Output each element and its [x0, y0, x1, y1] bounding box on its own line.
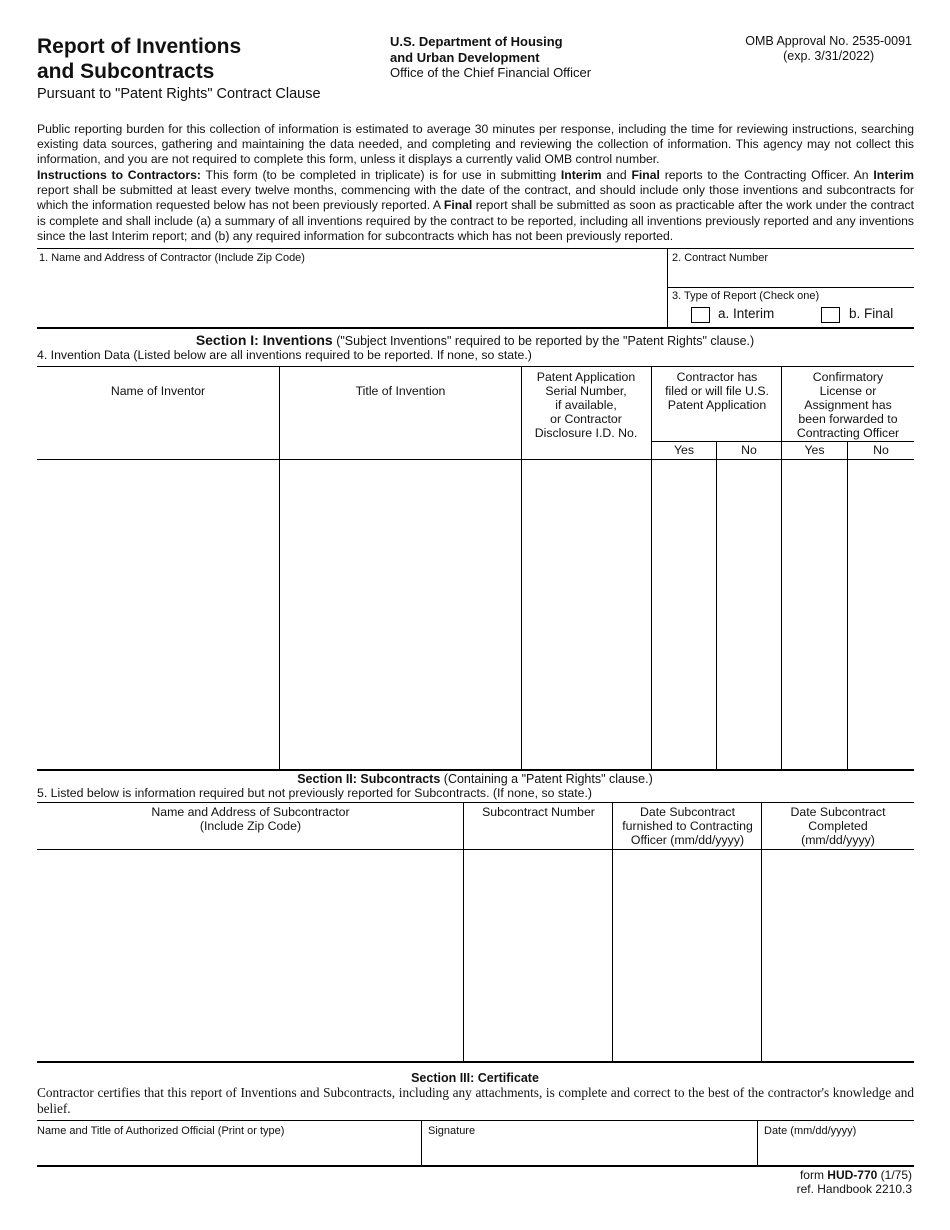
- instructions: [37, 168, 914, 244]
- col-license-line: been forwarded to: [798, 412, 898, 426]
- burden-statement: Public reporting burden for this collection of information is estimated to average 30 minutes per response, including the time for reviewing instructions, searching existing data sources, gathering and maintaining the data needed, and completing and reviewing the collection of information. This agency may not collect this information, and you are not required to complete this form, unless it displays a currently valid OMB control number.: [37, 122, 914, 167]
- col-subcontractor-line: Name and Address of Subcontractor: [151, 805, 350, 819]
- section-2-heading: Section II: Subcontracts: [297, 772, 441, 786]
- instructions-text-4: report shall be submitted as soon as practicable after the work under the contract is complete and shall include (a) a summary of all inventions required by the contract to be reported, including all inventions previously reported and any inventions since the last Interim report; and (b) any required information for subcontracts which has not been previously reported.: [37, 198, 914, 243]
- omb-expiration: (exp. 3/31/2022): [783, 48, 875, 63]
- col-license-line: Contracting Officer: [796, 426, 900, 440]
- instructions-text-1: This form (to be completed in triplicate) is for use in submitting: [200, 168, 561, 182]
- col-completed-line: Date Subcontract: [790, 805, 886, 819]
- col-patent-line: Disclosure I.D. No.: [534, 426, 638, 440]
- handbook-ref: ref. Handbook 2210.3: [796, 1182, 912, 1196]
- instructions-and: and: [601, 168, 632, 182]
- divider: [37, 802, 914, 803]
- divider: [668, 287, 914, 288]
- col-patent-line: Patent Application: [536, 370, 636, 384]
- col-furnished-header: [613, 805, 762, 847]
- col-license-yes: Yes: [804, 443, 825, 457]
- form-prefix: form: [799, 1168, 828, 1182]
- agency-line-3: Office of the Chief Financial Officer: [390, 65, 592, 80]
- col-filed-yes: Yes: [673, 443, 695, 457]
- divider: [37, 248, 914, 249]
- signature-label: Signature: [428, 1125, 476, 1137]
- report-type-label: 3. Type of Report (Check one): [672, 290, 820, 302]
- item-4-label: 4. Invention Data (Listed below are all inventions required to be reported. If none, so state.): [37, 348, 532, 362]
- certificate-statement: Contractor certifies that this report of Inventions and Subcontracts, including any attachments, is complete and correct to the best of the contractor's knowledge and belief.: [37, 1085, 914, 1116]
- col-license-line: License or: [819, 384, 877, 398]
- col-furnished-line: Date Subcontract: [639, 805, 735, 819]
- title-line-1: Report of Inventions: [37, 35, 242, 58]
- instructions-interim: Interim: [560, 168, 602, 182]
- col-patent-line: or Contractor: [550, 412, 622, 426]
- section-1-title: [0, 332, 950, 348]
- divider: [37, 327, 914, 329]
- divider: [37, 1165, 914, 1167]
- col-completed-line: (mm/dd/yyyy): [801, 833, 875, 847]
- contractor-field[interactable]: [37, 264, 664, 326]
- col-subcontractor-header: [37, 805, 464, 833]
- col-filed-line: Patent Application: [667, 398, 767, 412]
- divider: [37, 1120, 914, 1121]
- divider: [667, 248, 668, 328]
- signature-field[interactable]: [422, 1138, 756, 1165]
- official-field[interactable]: [37, 1138, 419, 1165]
- interim-checkbox[interactable]: [691, 307, 710, 323]
- col-filed-line: Contractor has: [676, 370, 758, 384]
- instructions-text-3: report shall be submitted at least every twelve months, commencing with the date of the contract, and should include only those inventions and subcontracts for which the information requested below has not been previously reported. A: [37, 183, 914, 213]
- contractor-label: 1. Name and Address of Contractor (Include Zip Code): [39, 252, 305, 264]
- col-filed-line: filed or will file U.S.: [665, 384, 769, 398]
- instructions-lead: Instructions to Contractors:: [37, 168, 201, 182]
- section-2-title: [0, 772, 950, 786]
- instructions-final-2: Final: [443, 198, 473, 213]
- form-footer: [797, 1168, 912, 1196]
- form-id: HUD-770: [827, 1168, 878, 1182]
- title-line-2: and Subcontracts: [37, 60, 215, 83]
- section-1-subheading: ("Subject Inventions" required to be reported by the "Patent Rights" clause.): [332, 334, 755, 348]
- col-furnished-line: furnished to Contracting: [622, 819, 753, 833]
- col-inventor-header: Name of Inventor: [110, 384, 206, 398]
- subcontracts-table-body[interactable]: [37, 850, 914, 1061]
- official-label: Name and Title of Authorized Official (Print or type): [37, 1125, 285, 1137]
- form-number: [797, 1168, 912, 1182]
- col-license-line: Confirmatory: [812, 370, 884, 384]
- item-5-label: 5. Listed below is information required but not previously reported for Subcontracts. (If none, so state.): [37, 786, 593, 800]
- date-label: Date (mm/dd/yyyy): [764, 1125, 857, 1137]
- date-field[interactable]: [758, 1138, 914, 1165]
- form-revision: (1/75): [877, 1168, 912, 1182]
- instructions-text-2: reports to the Contracting Officer. An: [659, 168, 874, 182]
- col-title-header: Title of Invention: [355, 384, 446, 398]
- inventions-table-body[interactable]: [37, 460, 914, 769]
- section-3-title: Section III: Certificate: [411, 1071, 539, 1085]
- col-license-line: Assignment has: [804, 398, 892, 412]
- agency-line-1: U.S. Department of Housing: [390, 34, 563, 49]
- agency-line-2: and Urban Development: [390, 49, 540, 65]
- divider: [37, 1061, 914, 1063]
- col-license-header: [782, 370, 914, 440]
- section-2-subheading: (Containing a "Patent Rights" clause.): [440, 772, 653, 786]
- instructions-interim-2: Interim: [873, 168, 915, 182]
- col-completed-line: Completed: [808, 819, 868, 833]
- divider: [37, 769, 914, 771]
- col-subcontractor-line: (Include Zip Code): [199, 819, 302, 833]
- agency-block: [390, 34, 591, 81]
- section-1-heading: Section I: Inventions: [195, 332, 333, 348]
- col-subcontract-number-header: Subcontract Number: [482, 805, 595, 819]
- col-filed-header: [652, 370, 782, 412]
- col-furnished-line: Officer (mm/dd/yyyy): [630, 833, 745, 847]
- omb-number: OMB Approval No. 2535-0091: [745, 34, 912, 48]
- final-option-label: b. Final: [849, 306, 894, 321]
- instructions-final: Final: [631, 168, 660, 182]
- contract-number-label: 2. Contract Number: [672, 252, 768, 264]
- interim-option-label: a. Interim: [718, 306, 775, 321]
- col-filed-no: No: [741, 443, 757, 457]
- final-checkbox[interactable]: [821, 307, 840, 323]
- col-patent-line: Serial Number,: [545, 384, 627, 398]
- divider: [37, 366, 914, 367]
- omb-approval: [745, 34, 912, 63]
- col-license-no: No: [873, 443, 889, 457]
- col-patent-line: if available,: [555, 398, 617, 412]
- divider: [652, 441, 914, 442]
- contract-number-field[interactable]: [668, 264, 914, 286]
- form-title: [37, 34, 241, 84]
- col-completed-header: [762, 805, 914, 847]
- form-subtitle: Pursuant to "Patent Rights" Contract Clause: [37, 86, 321, 102]
- col-patent-header: [521, 370, 651, 440]
